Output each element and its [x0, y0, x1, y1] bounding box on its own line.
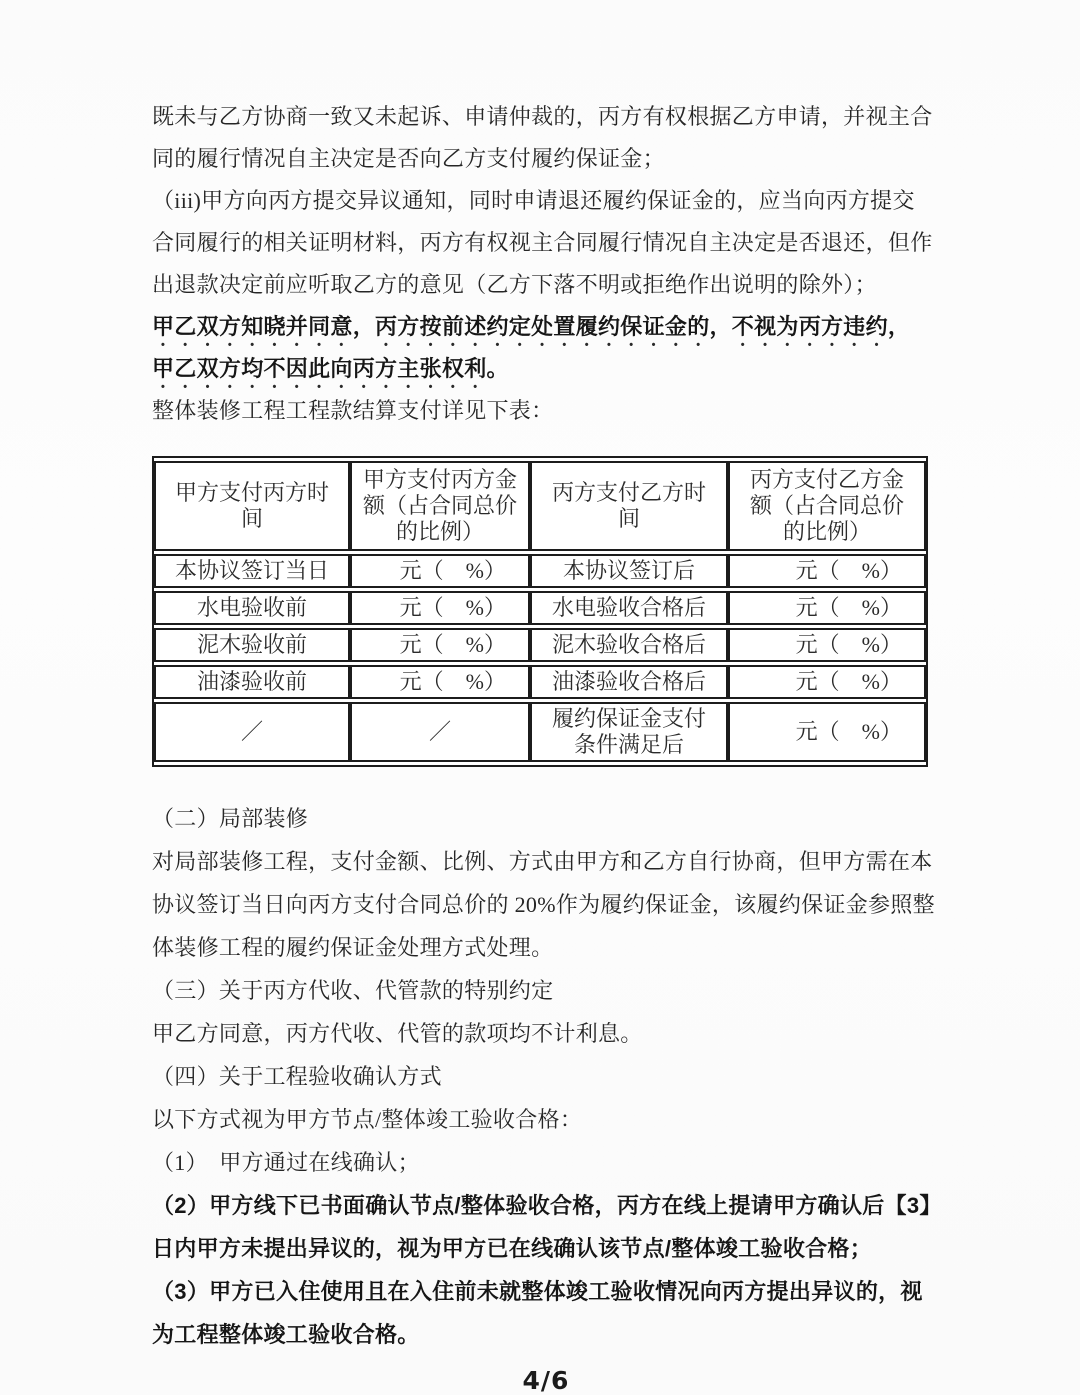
- text-line: 为工程整体竣工验收合格。: [152, 1322, 420, 1347]
- text-line: 既未与乙方协商一致又未起诉、申请仲裁的，丙方有权根据乙方申请，并视主合: [152, 104, 933, 129]
- table-cell: 元（ %）: [350, 665, 530, 699]
- text-line: 整体装修工程工程款结算支付详见下表：: [152, 398, 554, 423]
- acceptance-item-2: [152, 1184, 940, 1270]
- table-cell: 元（ %）: [728, 591, 926, 625]
- table-cell: 元（ %）: [728, 554, 926, 588]
- table-row: [154, 591, 926, 625]
- payment-table-header-row: [154, 461, 926, 551]
- text-line: 合同履行的相关证明材料，丙方有权视主合同履行情况自主决定是否退还，但作: [152, 230, 933, 255]
- paragraph-deposit-decision: [152, 96, 940, 180]
- text-line: （1） 甲方通过在线确认；: [152, 1150, 420, 1175]
- text-line: 甲乙双方均不因此向丙方主张权利。: [152, 356, 509, 381]
- table-cell: ／: [154, 702, 350, 762]
- paragraph-emphasis-no-breach: [152, 306, 940, 390]
- acceptance-item-3: [152, 1270, 940, 1356]
- text-line: 以下方式视为甲方节点/整体竣工验收合格：: [152, 1107, 583, 1132]
- section-2-body: [152, 840, 940, 969]
- payment-schedule-table: [152, 456, 928, 767]
- text-line: 甲乙双方知晓并同意，丙方按前述约定处置履约保证金的，不视为丙方违约，: [152, 314, 911, 339]
- text-line: 甲乙方同意，丙方代收、代管的款项均不计利息。: [152, 1021, 643, 1046]
- table-cell: 泥木验收合格后: [530, 628, 728, 662]
- text-line: （三）关于丙方代收、代管款的特别约定: [152, 978, 554, 1003]
- text-line: （iii)甲方向丙方提交异议通知，同时申请退还履约保证金的，应当向丙方提交: [152, 188, 915, 213]
- lower-sections: [152, 797, 940, 1356]
- table-cell: 履约保证金支付条件满足后: [530, 702, 728, 762]
- section-2-title: [152, 797, 940, 840]
- table-cell: 本协议签订后: [530, 554, 728, 588]
- table-header-cell: 丙方支付乙方时间: [530, 461, 728, 551]
- table-cell: 元（ %）: [350, 554, 530, 588]
- table-cell: 元（ %）: [728, 665, 926, 699]
- section-3-title: [152, 969, 940, 1012]
- text-line: （二）局部装修: [152, 806, 309, 831]
- text-line: 日内甲方未提出异议的，视为甲方已在线确认该节点/整体竣工验收合格；: [152, 1236, 873, 1261]
- text-line: 出退款决定前应听取乙方的意见（乙方下落不明或拒绝作出说明的除外）；: [152, 272, 877, 297]
- table-row: [154, 665, 926, 699]
- table-cell: ／: [350, 702, 530, 762]
- table-header-cell: 甲方支付丙方时间: [154, 461, 350, 551]
- text-line: 协议签订当日向丙方支付合同总价的 20%作为履约保证金，该履约保证金参照整: [152, 892, 935, 917]
- table-cell: 水电验收合格后: [530, 591, 728, 625]
- table-cell: 油漆验收合格后: [530, 665, 728, 699]
- section-3-body: [152, 1012, 940, 1055]
- paragraph-table-intro: [152, 390, 940, 432]
- text-line: 对局部装修工程，支付金额、比例、方式由甲方和乙方自行协商，但甲方需在本: [152, 849, 933, 874]
- table-row: [154, 628, 926, 662]
- table-header-cell: 甲方支付丙方金额（占合同总价的比例）: [350, 461, 530, 551]
- section-4-intro: [152, 1098, 940, 1141]
- table-cell: 泥木验收前: [154, 628, 350, 662]
- text-line: （2）甲方线下已书面确认节点/整体验收合格，丙方在线上提请甲方确认后【3】: [152, 1193, 942, 1218]
- table-cell: 油漆验收前: [154, 665, 350, 699]
- table-cell: 本协议签订当日: [154, 554, 350, 588]
- text-line: （3）甲方已入住使用且在入住前未就整体竣工验收情况向丙方提出异议的，视: [152, 1279, 923, 1304]
- text-line: 体装修工程的履约保证金处理方式处理。: [152, 935, 554, 960]
- table-header-cell: 丙方支付乙方金额（占合同总价的比例）: [728, 461, 926, 551]
- table-cell: 水电验收前: [154, 591, 350, 625]
- paragraph-iii-refund-objection: [152, 180, 940, 306]
- table-row: [154, 554, 926, 588]
- table-cell: 元（ %）: [350, 628, 530, 662]
- acceptance-item-1: [152, 1141, 940, 1184]
- section-4-title: [152, 1055, 940, 1098]
- page-number: 4/6: [522, 1366, 570, 1395]
- payment-table-body: [154, 554, 926, 762]
- table-cell: 元（ %）: [728, 702, 926, 762]
- table-row: [154, 702, 926, 762]
- table-cell: 元（ %）: [350, 591, 530, 625]
- text-line: （四）关于工程验收确认方式: [152, 1064, 442, 1089]
- text-line: 同的履行情况自主决定是否向乙方支付履约保证金；: [152, 146, 665, 171]
- table-cell: 元（ %）: [728, 628, 926, 662]
